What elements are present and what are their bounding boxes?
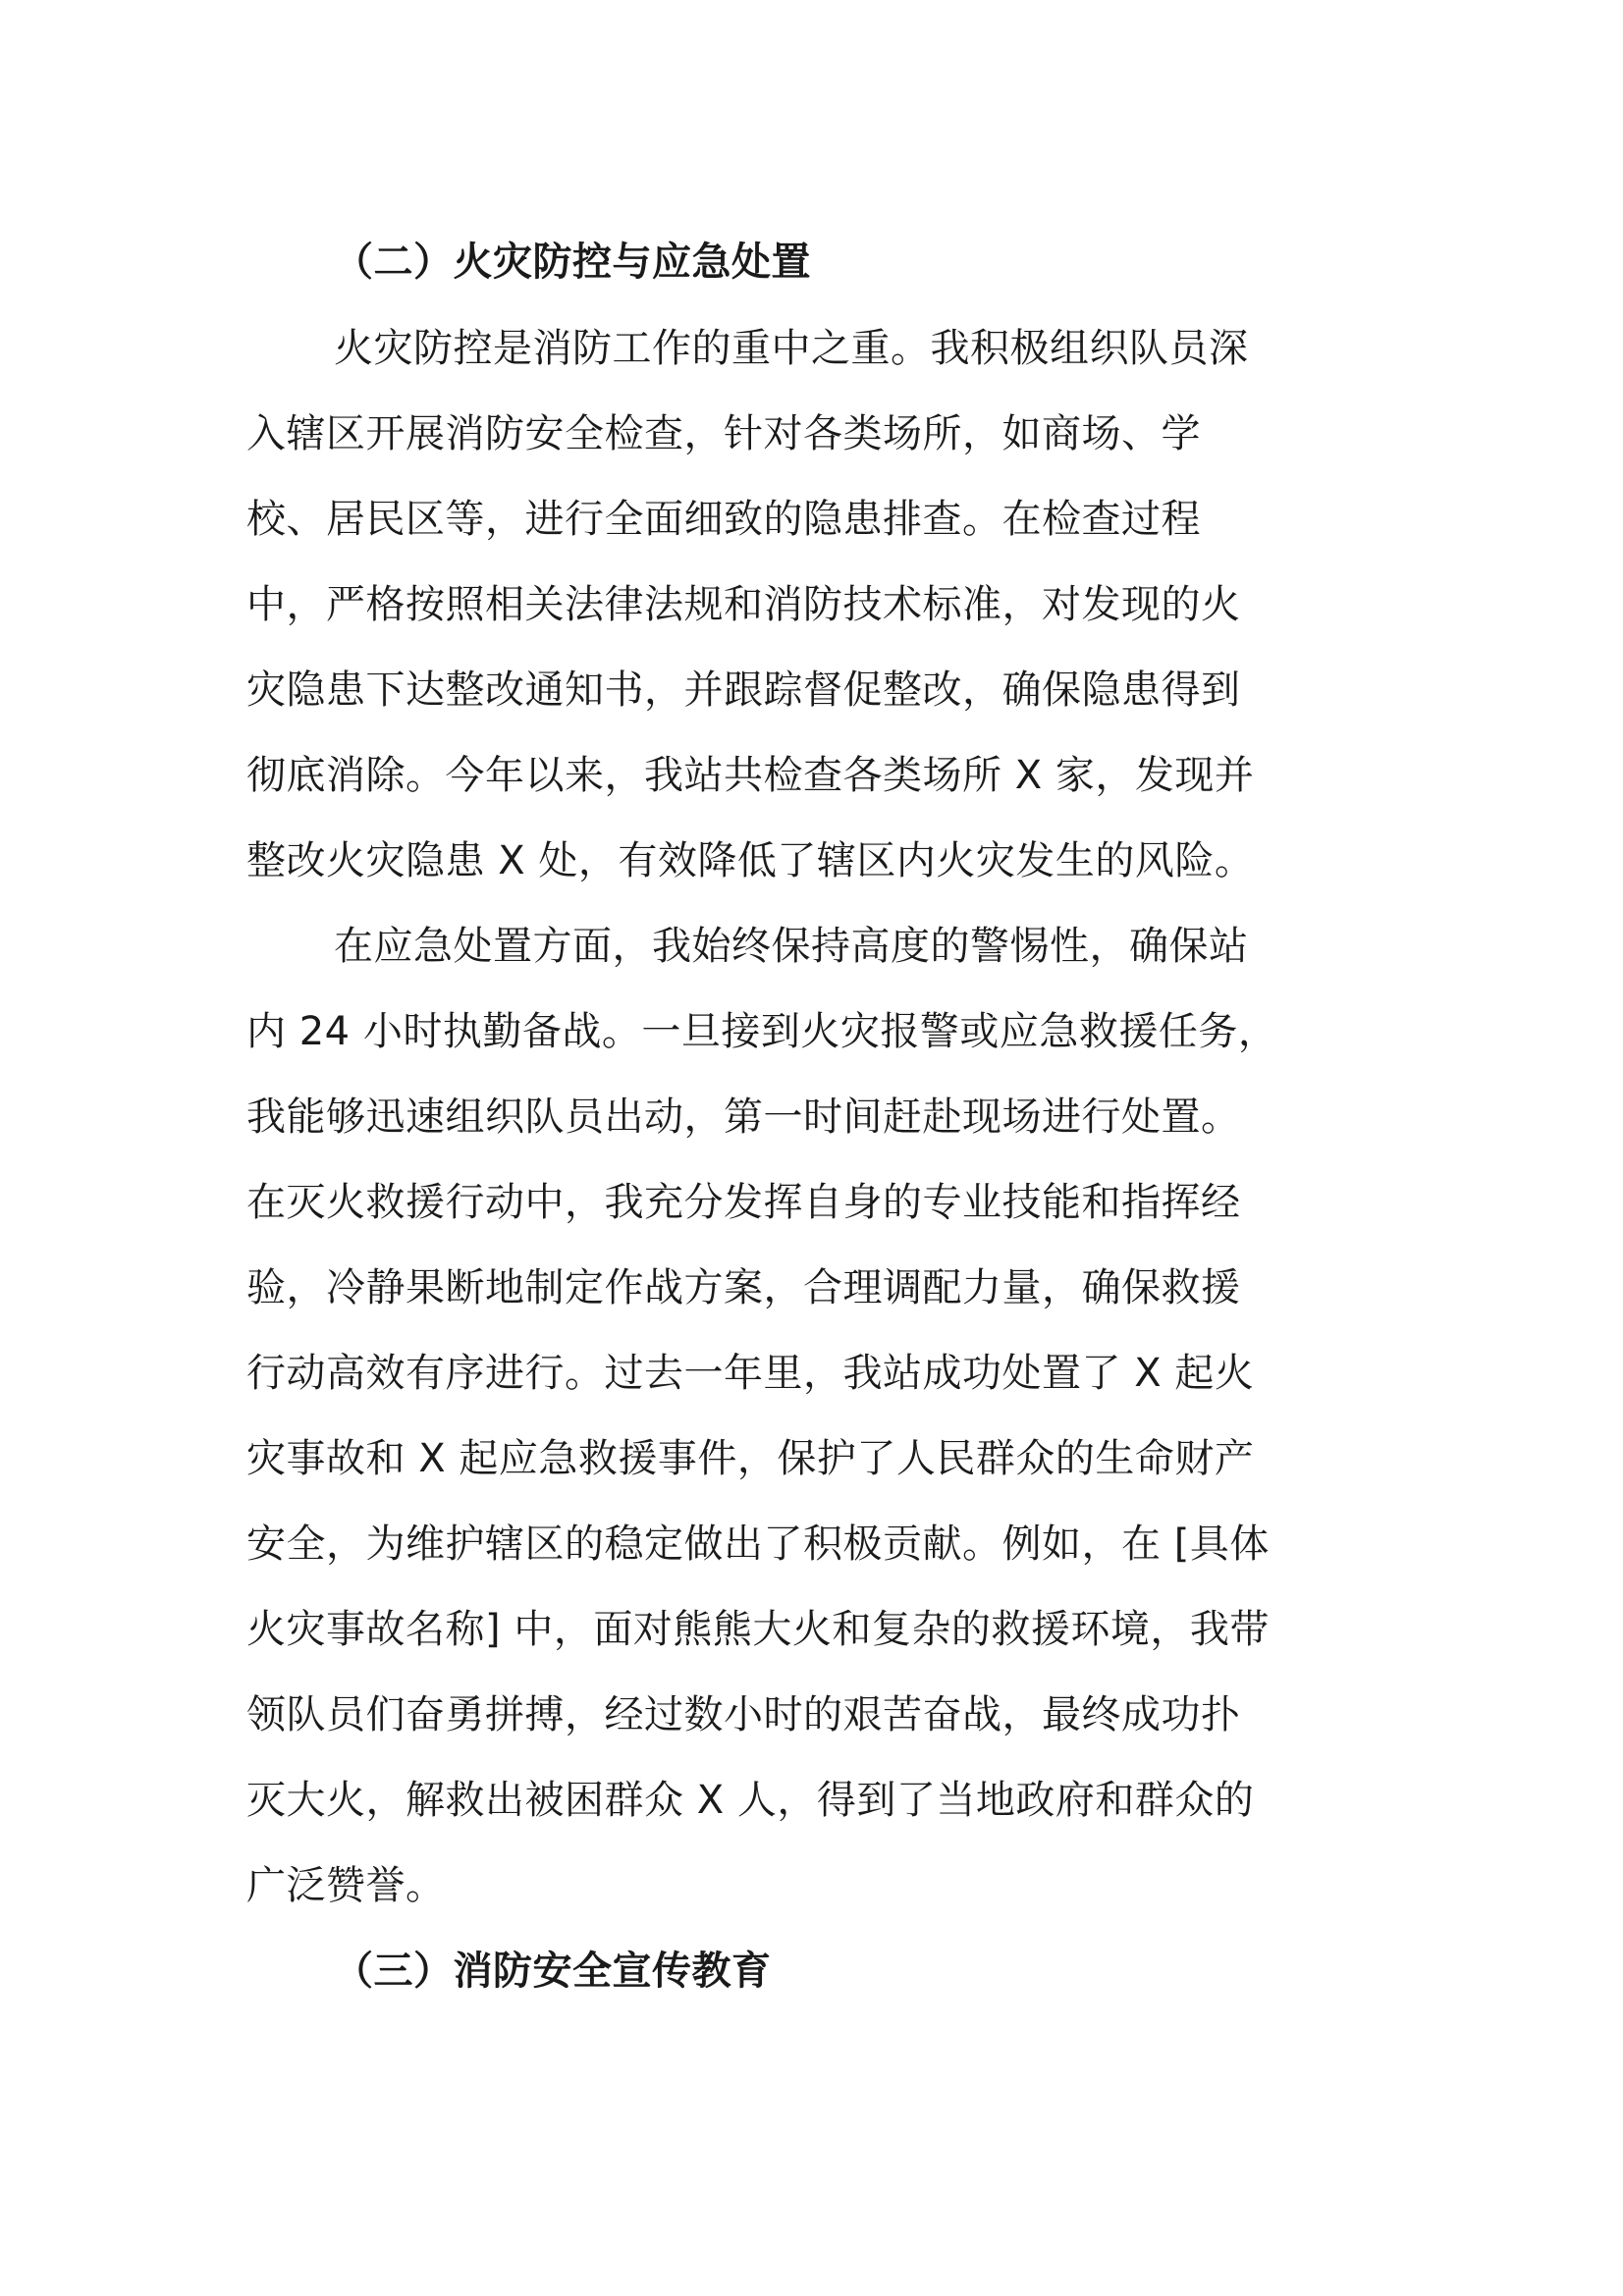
paragraph-line: 在应急处置方面，我始终保持高度的警惕性，确保站 [334,924,1249,969]
paragraph-line: 广泛赞誉。 [246,1863,446,1908]
paragraph-line: 火灾事故名称] 中，面对熊熊大火和复杂的救援环境，我带 [246,1607,1270,1652]
paragraph-line: 内 24 小时执勤备战。一旦接到火灾报警或应急救援任务， [246,1009,1278,1054]
paragraph-line: 灾隐患下达整改通知书，并跟踪督促整改，确保隐患得到 [246,667,1241,713]
paragraph-line: 我能够迅速组织队员出动，第一时间赶赴现场进行处置。 [246,1095,1241,1140]
paragraph-line: 灾事故和 X 起应急救援事件，保护了人民群众的生命财产 [246,1436,1255,1481]
paragraph-line: 中，严格按照相关法律法规和消防技术标准，对发现的火 [246,582,1241,627]
paragraph-line: 火灾防控是消防工作的重中之重。我积极组织队员深 [334,326,1249,371]
paragraph-line: 行动高效有序进行。过去一年里，我站成功处置了 X 起火 [246,1351,1255,1396]
paragraph-line: 灭大火，解救出被困群众 X 人，得到了当地政府和群众的 [246,1778,1255,1823]
paragraph-line: 校、居民区等，进行全面细致的隐患排查。在检查过程 [246,497,1201,542]
paragraph-line: 在灭火救援行动中，我充分发挥自身的专业技能和指挥经 [246,1180,1241,1225]
paragraph-line: 入辖区开展消防安全检查，针对各类场所，如商场、学 [246,411,1201,456]
paragraph-line: 彻底消除。今年以来，我站共检查各类场所 X 家，发现并 [246,753,1255,798]
paragraph-line: 领队员们奋勇拼搏，经过数小时的艰苦奋战，最终成功扑 [246,1692,1241,1737]
paragraph-line: 验，冷静果断地制定作战方案，合理调配力量，确保救援 [246,1265,1241,1310]
section-heading: （三）消防安全宣传教育 [334,1949,772,1994]
paragraph-line: 整改火灾隐患 X 处，有效降低了辖区内火灾发生的风险。 [246,838,1255,883]
paragraph-line: 安全，为维护辖区的稳定做出了积极贡献。例如，在 [具体 [246,1522,1270,1567]
section-heading: （二）火灾防控与应急处置 [334,240,811,285]
